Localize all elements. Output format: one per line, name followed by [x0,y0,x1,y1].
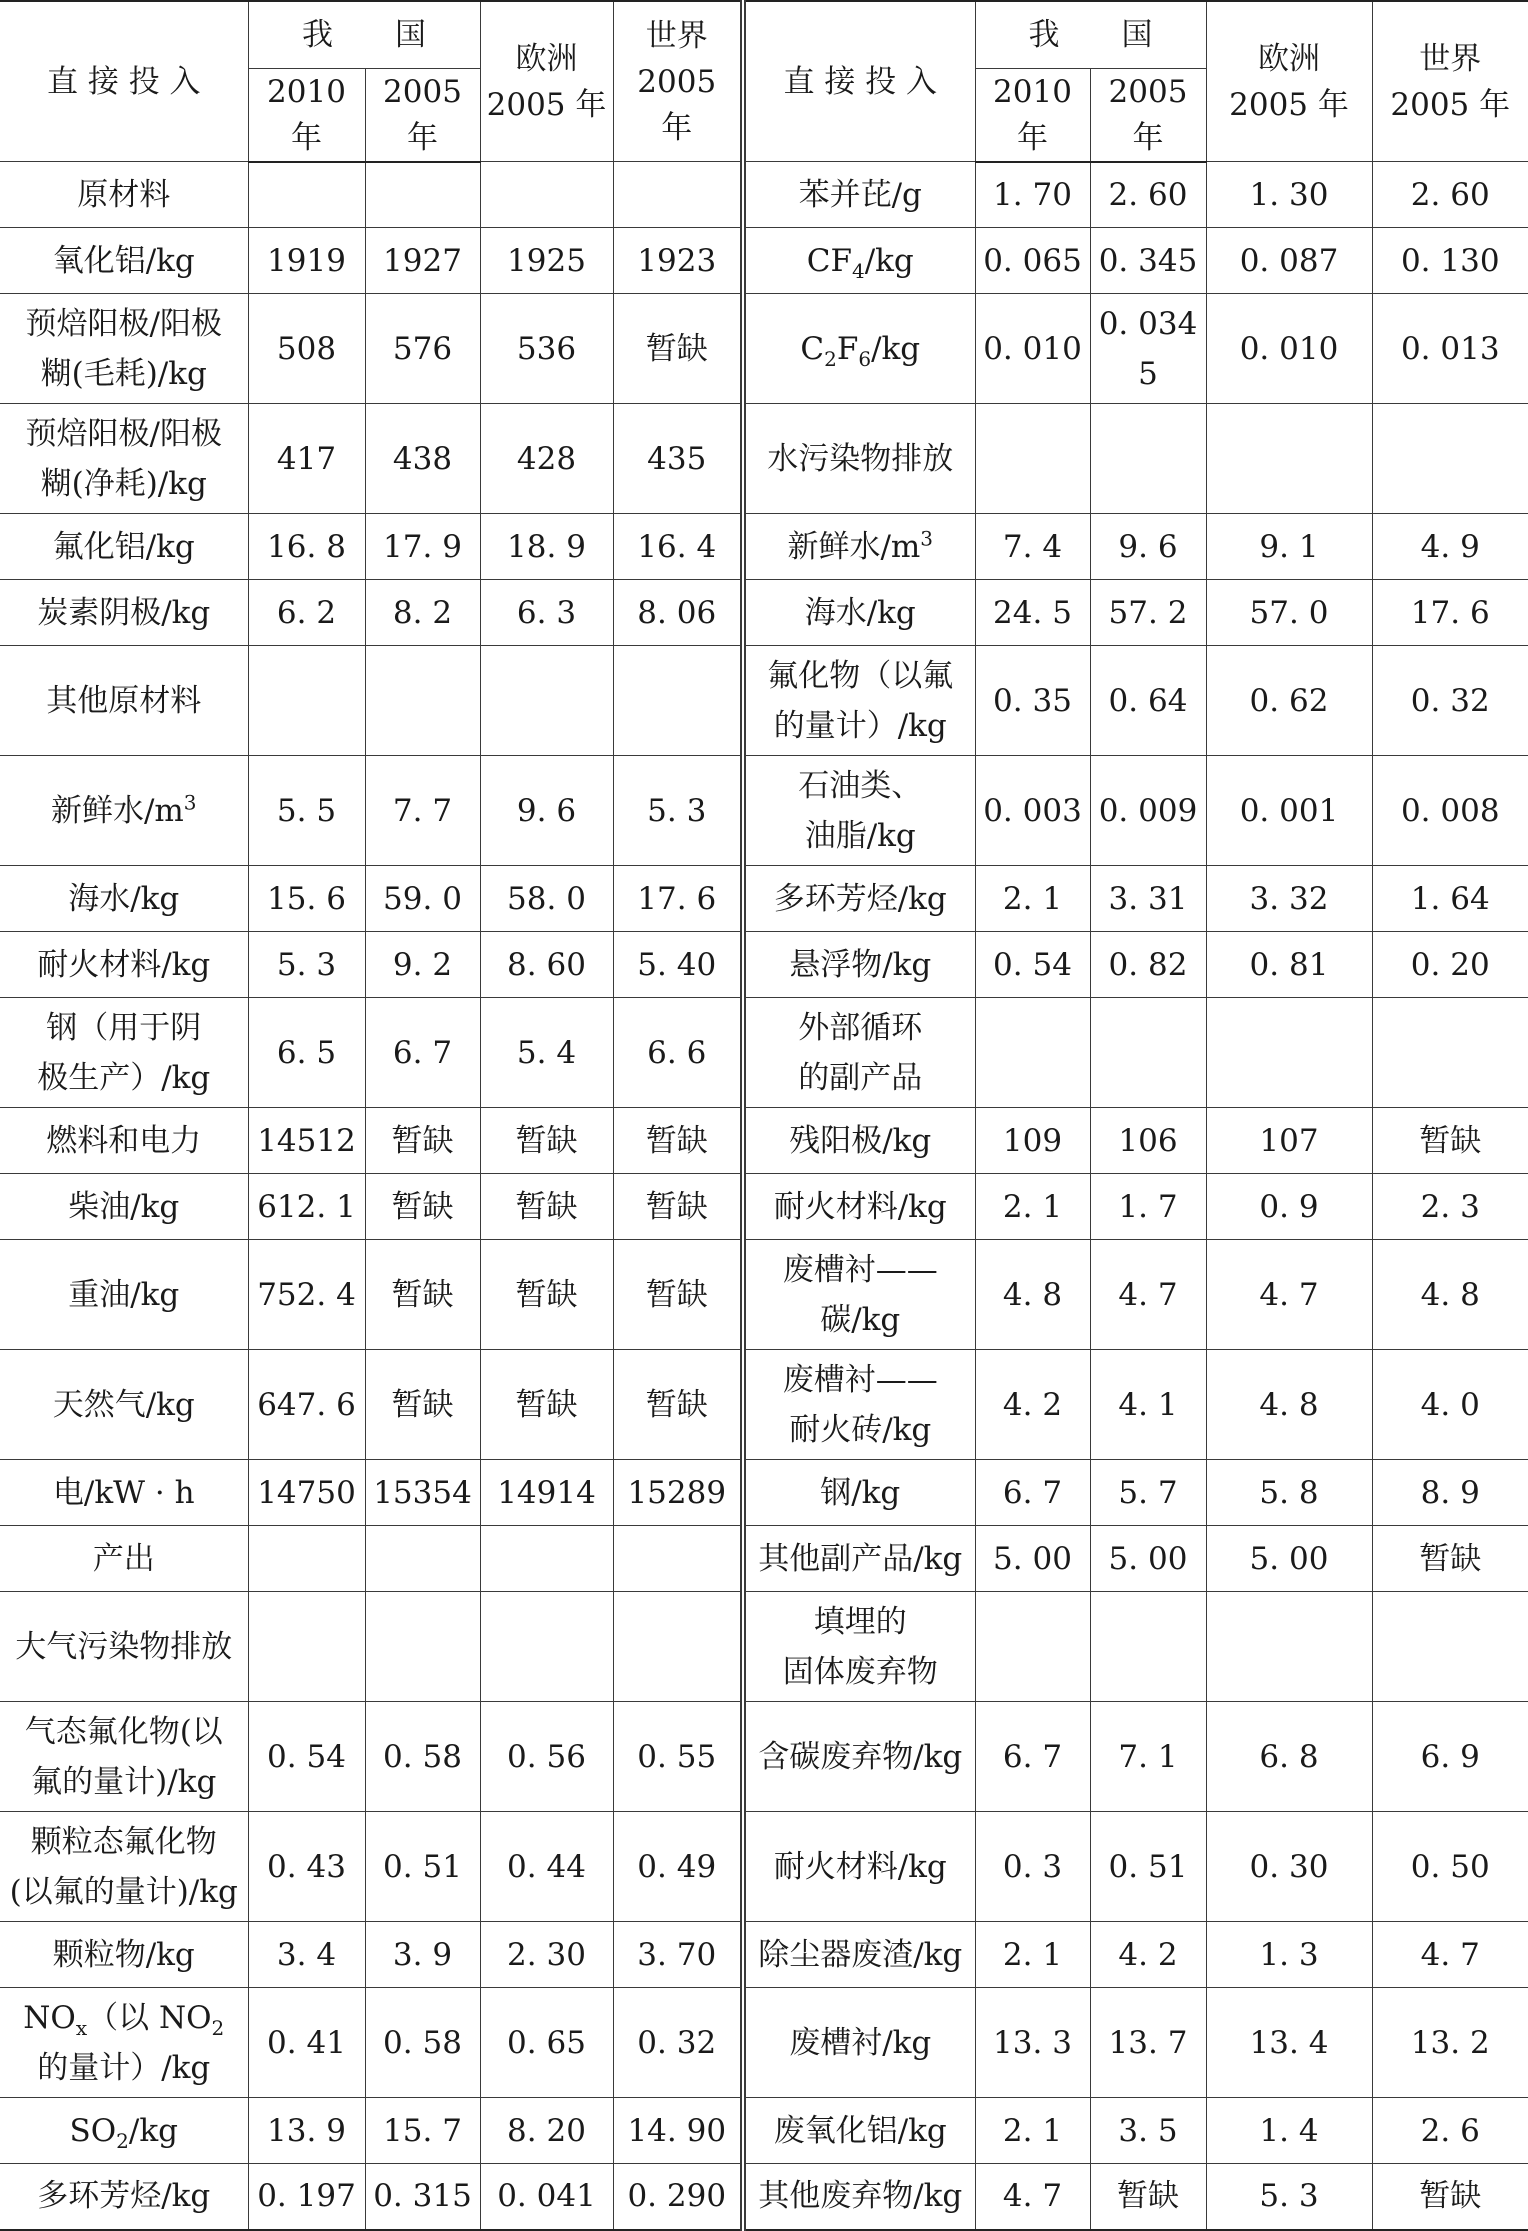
row-label-left: 新鲜水$/m^3$ [0,756,248,866]
table-row [0,2164,1528,2230]
value-cell: 1. 70 [975,162,1090,228]
table-row [0,294,1528,404]
value-cell: 0. 44 [480,1812,613,1922]
row-label-right: 废槽衬/kg [743,1988,975,2098]
value-cell: 0. 41 [248,1988,365,2098]
value-cell: 15. 7 [365,2098,480,2164]
row-label-right: 石油类、 油脂/kg [743,756,975,866]
value-cell: 暂缺 [1372,1526,1528,1592]
table-row [0,1108,1528,1174]
value-cell: 14914 [480,1460,613,1526]
row-label-left: 燃料和电力 [0,1108,248,1174]
row-label-left: 气态氟化物(以 氟的量计)/kg [0,1702,248,1812]
row-label-left: 天然气/kg [0,1350,248,1460]
value-cell: 17. 9 [365,514,480,580]
value-cell: 0. 49 [613,1812,743,1922]
value-cell: 0. 008 [1372,756,1528,866]
value-cell: 5. 5 [248,756,365,866]
row-label-left: 原材料 [0,162,248,228]
row-label-left: 炭素阴极/kg [0,580,248,646]
value-cell: 2. 1 [975,1922,1090,1988]
row-label-left: 多环芳烃/kg [0,2164,248,2230]
row-label-right: 填埋的 固体废弃物 [743,1592,975,1702]
row-label-right: 废槽衬—— 碳/kg [743,1240,975,1350]
row-label-left: 氟化铝/kg [0,514,248,580]
value-cell: 4. 8 [1206,1350,1372,1460]
value-cell: 6. 3 [480,580,613,646]
row-label-left: $NO_x$（以 $NO_2$ 的量计）/kg [0,1988,248,2098]
value-cell: 57. 2 [1090,580,1206,646]
header-row-1 [0,1,1528,68]
value-cell: 8. 60 [480,932,613,998]
value-cell: 0. 51 [365,1812,480,1922]
value-cell: 5. 4 [480,998,613,1108]
row-label-left: 耐火材料/kg [0,932,248,998]
value-cell: 9. 6 [1090,514,1206,580]
value-cell: 417 [248,404,365,514]
value-cell: 暂缺 [1372,2164,1528,2230]
value-cell: 0. 54 [975,932,1090,998]
value-cell: 2. 3 [1372,1174,1528,1240]
table-row [0,1988,1528,2098]
table-row [0,1526,1528,1592]
value-cell: 508 [248,294,365,404]
value-cell: 0. 58 [365,1988,480,2098]
value-cell: 暂缺 [365,1350,480,1460]
value-cell: 15. 6 [248,866,365,932]
value-cell: 17. 6 [613,866,743,932]
row-label-right: 苯并芘/g [743,162,975,228]
value-cell: 7. 1 [1090,1702,1206,1812]
row-label-left: 电/kW · h [0,1460,248,1526]
value-cell [613,1526,743,1592]
header-2005-left: 2005 年 [365,68,480,162]
value-cell: 576 [365,294,480,404]
value-cell: 0. 32 [613,1988,743,2098]
value-cell: 5. 3 [613,756,743,866]
value-cell: 57. 0 [1206,580,1372,646]
value-cell: 612. 1 [248,1174,365,1240]
value-cell: 2. 60 [1090,162,1206,228]
table-row [0,1174,1528,1240]
table-row [0,1702,1528,1812]
value-cell: 0. 087 [1206,228,1372,294]
value-cell: 4. 1 [1090,1350,1206,1460]
value-cell: 7. 7 [365,756,480,866]
value-cell: 0. 30 [1206,1812,1372,1922]
value-cell: 0. 82 [1090,932,1206,998]
value-cell: 暂缺 [365,1174,480,1240]
value-cell: 0. 041 [480,2164,613,2230]
value-cell: 暂缺 [613,1174,743,1240]
row-label-left: 其他原材料 [0,646,248,756]
value-cell: 3. 4 [248,1922,365,1988]
table-row [0,866,1528,932]
row-label-left: 海水/kg [0,866,248,932]
value-cell: 3. 31 [1090,866,1206,932]
table-row [0,646,1528,756]
value-cell [248,1592,365,1702]
value-cell: 15354 [365,1460,480,1526]
value-cell: 暂缺 [365,1240,480,1350]
row-label-right: 废氧化铝/kg [743,2098,975,2164]
row-label-left: $SO_2/kg$ [0,2098,248,2164]
value-cell: 0. 009 [1090,756,1206,866]
header-direct-input-right: 直 接 投 入 [743,1,975,162]
value-cell [248,646,365,756]
value-cell: 6. 7 [975,1460,1090,1526]
value-cell: 438 [365,404,480,514]
value-cell: 6. 9 [1372,1702,1528,1812]
value-cell: 0. 001 [1206,756,1372,866]
row-label-right: 氟化物（以氟 的量计）/kg [743,646,975,756]
value-cell: 2. 60 [1372,162,1528,228]
row-label-left: 预焙阳极/阳极 糊(净耗)/kg [0,404,248,514]
value-cell: 435 [613,404,743,514]
value-cell: 2. 30 [480,1922,613,1988]
value-cell: 4. 7 [1090,1240,1206,1350]
row-label-right: 耐火材料/kg [743,1174,975,1240]
value-cell: 13. 2 [1372,1988,1528,2098]
row-label-left: 重油/kg [0,1240,248,1350]
value-cell: 13. 7 [1090,1988,1206,2098]
value-cell: 0. 197 [248,2164,365,2230]
row-label-right: 悬浮物/kg [743,932,975,998]
value-cell: 5. 00 [1206,1526,1372,1592]
table-row [0,1592,1528,1702]
value-cell: 1. 7 [1090,1174,1206,1240]
value-cell [1206,404,1372,514]
value-cell [365,162,480,228]
value-cell: 3. 32 [1206,866,1372,932]
value-cell: 4. 7 [1372,1922,1528,1988]
value-cell: 暂缺 [480,1108,613,1174]
value-cell [1090,1592,1206,1702]
table-row [0,162,1528,228]
value-cell [365,1526,480,1592]
header-direct-input-left: 直 接 投 入 [0,1,248,162]
header-2005-right: 2005 年 [1090,68,1206,162]
value-cell: 0. 20 [1372,932,1528,998]
value-cell: 2. 6 [1372,2098,1528,2164]
header-china-left: 我 国 [248,1,480,68]
table-row [0,998,1528,1108]
value-cell: 0. 35 [975,646,1090,756]
row-label-right: 废槽衬—— 耐火砖/kg [743,1350,975,1460]
value-cell: 0. 0345 [1090,294,1206,404]
row-label-right: 除尘器废渣/kg [743,1922,975,1988]
table-row [0,580,1528,646]
value-cell: 暂缺 [1090,2164,1206,2230]
value-cell: 4. 8 [975,1240,1090,1350]
value-cell: 5. 7 [1090,1460,1206,1526]
value-cell: 6. 7 [975,1702,1090,1812]
value-cell: 2. 1 [975,1174,1090,1240]
value-cell: 8. 20 [480,2098,613,2164]
value-cell: 2. 1 [975,866,1090,932]
value-cell [480,646,613,756]
value-cell: 暂缺 [480,1350,613,1460]
header-world-right: 世界 2005 年 [1372,1,1528,162]
value-cell: 4. 2 [975,1350,1090,1460]
value-cell: 8. 2 [365,580,480,646]
value-cell: 107 [1206,1108,1372,1174]
value-cell: 13. 3 [975,1988,1090,2098]
value-cell: 16. 8 [248,514,365,580]
row-label-right: $CF_4/kg$ [743,228,975,294]
row-label-right: 多环芳烃/kg [743,866,975,932]
value-cell: 暂缺 [613,294,743,404]
value-cell: 5. 00 [975,1526,1090,1592]
value-cell: 4. 8 [1372,1240,1528,1350]
table-row [0,932,1528,998]
value-cell: 暂缺 [613,1240,743,1350]
value-cell: 3. 5 [1090,2098,1206,2164]
value-cell [365,1592,480,1702]
value-cell: 1925 [480,228,613,294]
row-label-left: 颗粒态氟化物 (以氟的量计)/kg [0,1812,248,1922]
value-cell: 0. 50 [1372,1812,1528,1922]
value-cell: 0. 54 [248,1702,365,1812]
value-cell: 暂缺 [480,1174,613,1240]
table-row [0,1922,1528,1988]
row-label-right: 其他废弃物/kg [743,2164,975,2230]
value-cell: 5. 40 [613,932,743,998]
value-cell: 59. 0 [365,866,480,932]
value-cell: 0. 43 [248,1812,365,1922]
value-cell: 15289 [613,1460,743,1526]
value-cell: 18. 9 [480,514,613,580]
value-cell: 0. 55 [613,1702,743,1812]
value-cell: 58. 0 [480,866,613,932]
value-cell: 0. 010 [1206,294,1372,404]
row-label-right: 海水/kg [743,580,975,646]
value-cell: 0. 62 [1206,646,1372,756]
value-cell: 5. 8 [1206,1460,1372,1526]
value-cell: 17. 6 [1372,580,1528,646]
value-cell: 6. 8 [1206,1702,1372,1812]
value-cell: 1. 64 [1372,866,1528,932]
value-cell: 6. 5 [248,998,365,1108]
value-cell: 0. 64 [1090,646,1206,756]
value-cell: 13. 9 [248,2098,365,2164]
value-cell: 0. 56 [480,1702,613,1812]
table-row [0,1812,1528,1922]
value-cell: 暂缺 [613,1350,743,1460]
value-cell: 109 [975,1108,1090,1174]
value-cell: 1. 4 [1206,2098,1372,2164]
header-china-right: 我 国 [975,1,1206,68]
value-cell: 536 [480,294,613,404]
value-cell: 6. 7 [365,998,480,1108]
value-cell: 9. 6 [480,756,613,866]
value-cell: 暂缺 [613,1108,743,1174]
value-cell [1090,404,1206,514]
value-cell: 暂缺 [1372,1108,1528,1174]
value-cell [1206,1592,1372,1702]
value-cell: 0. 345 [1090,228,1206,294]
value-cell: 106 [1090,1108,1206,1174]
value-cell: 4. 9 [1372,514,1528,580]
header-world-left: 世界 2005 年 [613,1,743,162]
row-label-left: 产出 [0,1526,248,1592]
value-cell: 0. 290 [613,2164,743,2230]
value-cell: 6. 6 [613,998,743,1108]
table-row [0,1350,1528,1460]
value-cell: 1927 [365,228,480,294]
value-cell [1206,998,1372,1108]
value-cell [480,1526,613,1592]
value-cell: 14512 [248,1108,365,1174]
table-row [0,404,1528,514]
value-cell: 8. 06 [613,580,743,646]
row-label-right: 新鲜水$/m^3$ [743,514,975,580]
value-cell: 16. 4 [613,514,743,580]
value-cell: 3. 9 [365,1922,480,1988]
value-cell: 752. 4 [248,1240,365,1350]
value-cell [975,1592,1090,1702]
value-cell: 4. 7 [975,2164,1090,2230]
value-cell: 0. 9 [1206,1174,1372,1240]
row-label-right: $C_2F_6/kg$ [743,294,975,404]
value-cell: 暂缺 [365,1108,480,1174]
value-cell: 0. 315 [365,2164,480,2230]
header-2010-left: 2010 年 [248,68,365,162]
value-cell: 6. 2 [248,580,365,646]
row-label-left: 钢（用于阴 极生产）/kg [0,998,248,1108]
value-cell [248,1526,365,1592]
table-row [0,1240,1528,1350]
value-cell: 5. 3 [1206,2164,1372,2230]
value-cell: 1. 30 [1206,162,1372,228]
value-cell [365,646,480,756]
value-cell: 13. 4 [1206,1988,1372,2098]
header-europe-right: 欧洲 2005 年 [1206,1,1372,162]
row-label-right: 外部循环 的副产品 [743,998,975,1108]
value-cell: 0. 003 [975,756,1090,866]
value-cell: 1919 [248,228,365,294]
table-row [0,514,1528,580]
value-cell [975,998,1090,1108]
value-cell: 647. 6 [248,1350,365,1460]
value-cell: 1. 3 [1206,1922,1372,1988]
row-label-left: 颗粒物/kg [0,1922,248,1988]
value-cell [1372,404,1528,514]
value-cell: 5. 3 [248,932,365,998]
row-label-left: 预焙阳极/阳极 糊(毛耗)/kg [0,294,248,404]
value-cell: 4. 0 [1372,1350,1528,1460]
row-label-left: 柴油/kg [0,1174,248,1240]
value-cell [480,162,613,228]
value-cell: 0. 58 [365,1702,480,1812]
value-cell: 3. 70 [613,1922,743,1988]
value-cell [480,1592,613,1702]
value-cell: 1923 [613,228,743,294]
value-cell: 0. 65 [480,1988,613,2098]
row-label-left: 大气污染物排放 [0,1592,248,1702]
value-cell: 428 [480,404,613,514]
value-cell: 0. 010 [975,294,1090,404]
value-cell: 9. 1 [1206,514,1372,580]
value-cell [1372,998,1528,1108]
value-cell: 5. 00 [1090,1526,1206,1592]
value-cell: 0. 32 [1372,646,1528,756]
row-label-right: 水污染物排放 [743,404,975,514]
table-row [0,1460,1528,1526]
value-cell: 0. 81 [1206,932,1372,998]
value-cell [975,404,1090,514]
header-2010-right: 2010 年 [975,68,1090,162]
value-cell: 暂缺 [480,1240,613,1350]
value-cell: 8. 9 [1372,1460,1528,1526]
value-cell [1372,1592,1528,1702]
value-cell: 0. 065 [975,228,1090,294]
table-row [0,2098,1528,2164]
value-cell: 2. 1 [975,2098,1090,2164]
row-label-right: 含碳废弃物/kg [743,1702,975,1812]
row-label-right: 残阳极/kg [743,1108,975,1174]
value-cell: 24. 5 [975,580,1090,646]
table-row [0,228,1528,294]
value-cell: 0. 3 [975,1812,1090,1922]
value-cell: 9. 2 [365,932,480,998]
value-cell: 14. 90 [613,2098,743,2164]
value-cell [248,162,365,228]
row-label-right: 其他副产品/kg [743,1526,975,1592]
row-label-right: 钢/kg [743,1460,975,1526]
table-row [0,756,1528,866]
value-cell: 7. 4 [975,514,1090,580]
value-cell: 0. 51 [1090,1812,1206,1922]
row-label-right: 耐火材料/kg [743,1812,975,1922]
value-cell: 4. 7 [1206,1240,1372,1350]
header-europe-left: 欧洲 2005 年 [480,1,613,162]
value-cell [613,162,743,228]
row-label-left: 氧化铝/kg [0,228,248,294]
value-cell: 4. 2 [1090,1922,1206,1988]
value-cell [613,646,743,756]
value-cell: 0. 130 [1372,228,1528,294]
value-cell [613,1592,743,1702]
value-cell [1090,998,1206,1108]
value-cell: 14750 [248,1460,365,1526]
value-cell: 0. 013 [1372,294,1528,404]
